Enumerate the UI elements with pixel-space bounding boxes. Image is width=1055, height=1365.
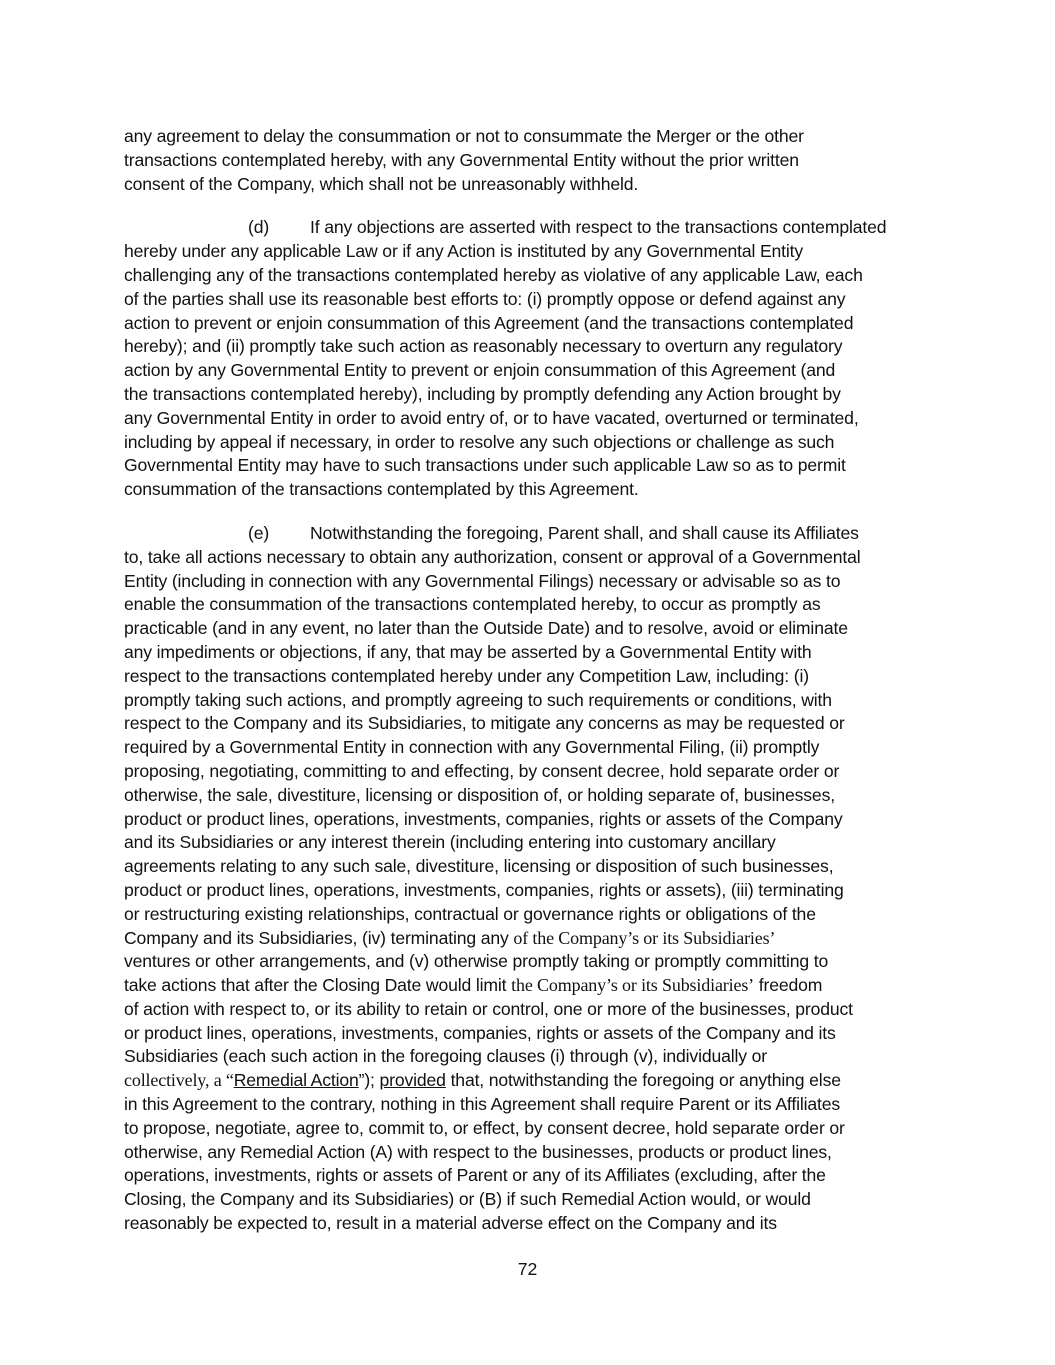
text-line: consent of the Company, which shall not be unreasonably withheld. (124, 173, 639, 194)
text-line: or restructuring existing relationships, contractual or governance rights or obligations of the (124, 903, 816, 924)
text-line-remedial-action (124, 1069, 936, 1093)
text-line: action to prevent or enjoin consummation of this Agreement (and the transactions contemplated (124, 312, 854, 333)
text-line: hereby under any applicable Law or if any Action is instituted by any Governmental Entity (124, 241, 804, 262)
text-segment-serif: the Company’s or its Subsidiaries’ (511, 975, 755, 996)
text-line: to propose, negotiate, agree to, commit to, or effect, by consent decree, hold separate order or (124, 1117, 845, 1138)
text-line: otherwise, the sale, divestiture, licensing or disposition of, or holding separate of, businesses, (124, 784, 835, 805)
text-line: Governmental Entity may have to such transactions under such applicable Law so as to permit (124, 455, 846, 476)
text-segment: freedom (754, 975, 823, 996)
text-line: of the parties shall use its reasonable best efforts to: (i) promptly oppose or defend against any (124, 288, 846, 309)
text-line: product or product lines, operations, investments, companies, rights or assets of the Company (124, 808, 843, 829)
text-line: hereby); and (ii) promptly take such action as reasonably necessary to overturn any regulatory (124, 336, 843, 357)
paragraph-e-first-line (124, 522, 936, 546)
text-segment-serif: collectively, a “ (124, 1070, 234, 1091)
paragraph-d-first-line (124, 216, 936, 240)
text-segment: take actions that after the Closing Date would limit (124, 975, 512, 996)
text-segment: ”); (358, 1070, 380, 1091)
text-line: in this Agreement to the contrary, nothing in this Agreement shall require Parent or its Affiliates (124, 1094, 841, 1115)
text-line: Entity (including in connection with any Governmental Filings) necessary or advisable so as to (124, 570, 841, 591)
text-line: proposing, negotiating, committing to and effecting, by consent decree, hold separate order or (124, 760, 840, 781)
text-line-terminating (124, 927, 936, 951)
text-line: to, take all actions necessary to obtain any authorization, consent or approval of a Governmental (124, 546, 861, 567)
text-line: enable the consummation of the transactions contemplated hereby, to occur as promptly as (124, 594, 821, 615)
text-segment: Company and its Subsidiaries, (iv) terminating any (124, 927, 514, 948)
text-line: Subsidiaries (each such action in the foregoing clauses (i) through (v), individually or (124, 1046, 767, 1067)
text-line: If any objections are asserted with respect to the transactions contemplated (310, 217, 887, 238)
paragraph-e-label: (e) (248, 522, 270, 543)
text-line: product or product lines, operations, investments, companies, rights or assets), (iii) terminating (124, 879, 844, 900)
text-segment: that, notwithstanding the foregoing or anything else (445, 1070, 841, 1091)
text-line: any impediments or objections, if any, that may be asserted by a Governmental Entity with (124, 641, 812, 662)
text-line: the transactions contemplated hereby), including by promptly defending any Action brought by (124, 383, 841, 404)
text-line: respect to the Company and its Subsidiaries, to mitigate any concerns as may be requested or (124, 713, 845, 734)
text-line: consummation of the transactions contemplated by this Agreement. (124, 479, 639, 500)
text-line: any Governmental Entity in order to avoid entry of, or to have vacated, overturned or terminated, (124, 407, 859, 428)
paragraph-e (124, 522, 936, 1236)
text-line: respect to the transactions contemplated hereby under any Competition Law, including: (i) (124, 665, 809, 686)
document-page (124, 125, 936, 1236)
text-line: Closing, the Company and its Subsidiaries) or (B) if such Remedial Action would, or would (124, 1189, 811, 1210)
defined-term-remedial-action: Remedial Action (233, 1070, 359, 1091)
defined-term-provided: provided (379, 1070, 446, 1091)
text-line: practicable (and in any event, no later than the Outside Date) and to resolve, avoid or eliminate (124, 618, 848, 639)
text-line: any agreement to delay the consummation or not to consummate the Merger or the other (124, 126, 804, 146)
text-line: reasonably be expected to, result in a material adverse effect on the Company and its (124, 1213, 777, 1234)
text-line-limit (124, 974, 936, 998)
paragraph-d-label: (d) (248, 217, 270, 238)
text-line: operations, investments, rights or assets of Parent or any of its Affiliates (excluding, after the (124, 1165, 826, 1186)
text-line: of action with respect to, or its ability to retain or control, one or more of the businesses, product (124, 998, 853, 1019)
text-line: challenging any of the transactions contemplated hereby as violative of any applicable Law, each (124, 264, 863, 285)
text-line: or product lines, operations, investments, companies, rights or assets of the Company and its (124, 1022, 836, 1043)
text-line: transactions contemplated hereby, with any Governmental Entity without the prior written (124, 149, 799, 170)
text-segment-serif: of the Company’s or its Subsidiaries’ (513, 927, 776, 948)
text-line: required by a Governmental Entity in connection with any Governmental Filing, (ii) promptly (124, 737, 820, 758)
text-line: and its Subsidiaries or any interest therein (including entering into customary ancillary (124, 832, 776, 853)
intro-paragraph (124, 125, 936, 196)
text-line: otherwise, any Remedial Action (A) with respect to the businesses, products or product lines, (124, 1141, 832, 1162)
text-line: including by appeal if necessary, in order to resolve any such objections or challenge as such (124, 431, 835, 452)
text-line: Notwithstanding the foregoing, Parent shall, and shall cause its Affiliates (310, 522, 859, 543)
paragraph-gap (124, 196, 936, 216)
text-line: promptly taking such actions, and promptly agreeing to such requirements or conditions, with (124, 689, 832, 710)
page-number: 72 (517, 1259, 538, 1279)
text-line: agreements relating to any such sale, divestiture, licensing or disposition of such businesses, (124, 856, 834, 877)
text-line: ventures or other arrangements, and (v) otherwise promptly taking or promptly committing to (124, 951, 829, 972)
text-line: action by any Governmental Entity to prevent or enjoin consummation of this Agreement (and (124, 360, 836, 381)
paragraph-gap (124, 502, 936, 522)
paragraph-d (124, 216, 936, 502)
